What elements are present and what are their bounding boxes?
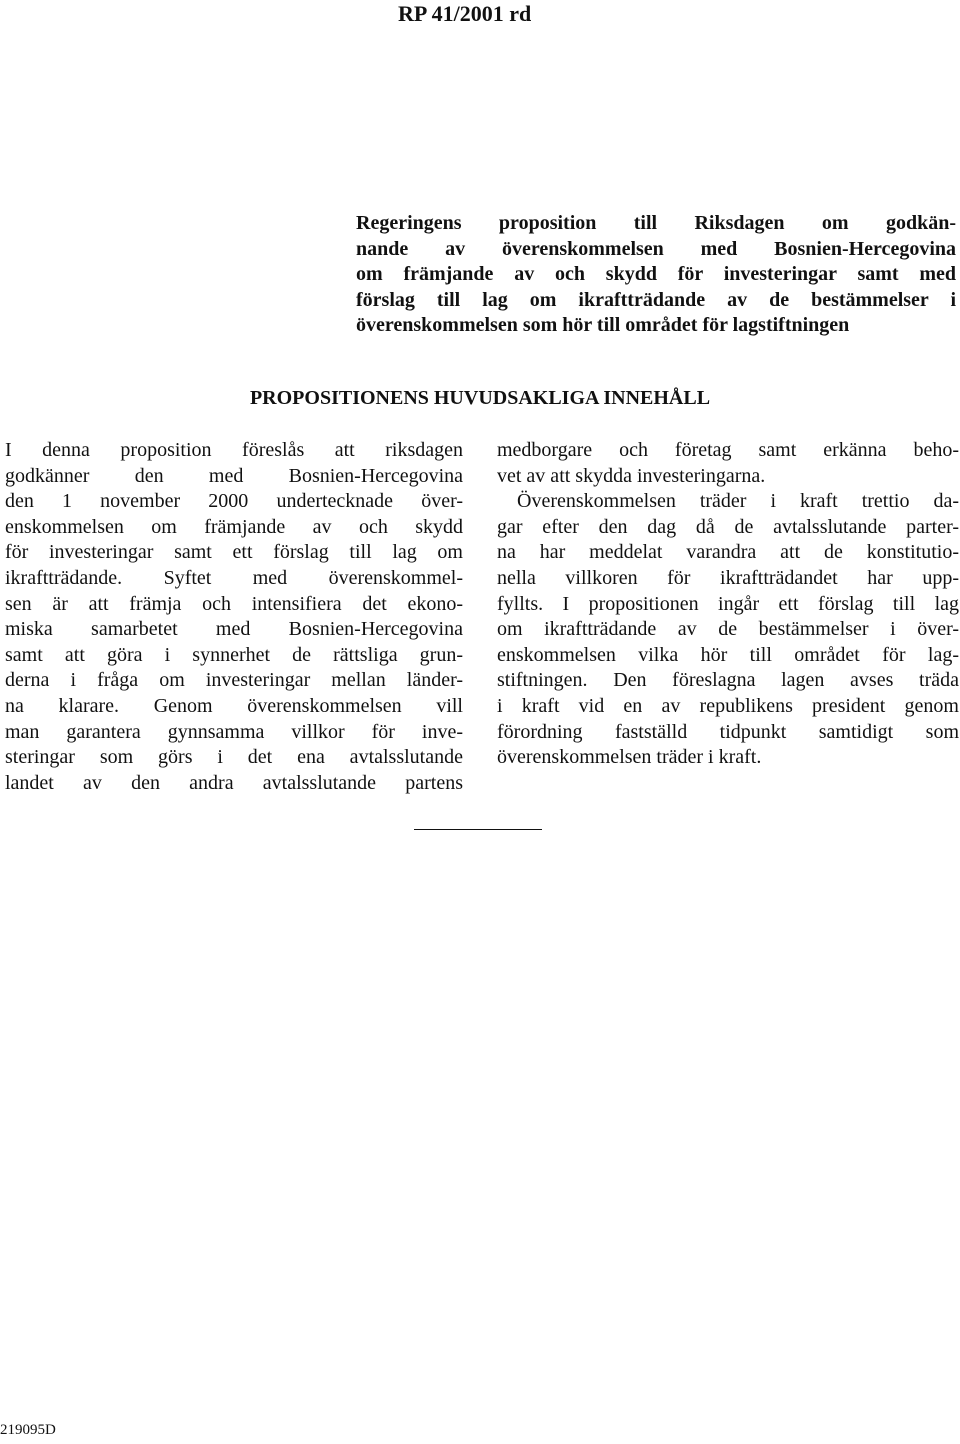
title-line: förslag till lag om ikraftträdande av de bestämmelser i — [356, 288, 956, 311]
title-line: om främjande av och skydd för investeringar samt med — [356, 263, 956, 285]
body-line: för investeringar samt ett förslag till lag om — [5, 541, 463, 564]
body-line: förordning fastställd tidpunkt samtidigt som — [497, 720, 959, 743]
title-line: överenskommelsen som hör till området för lagstiftningen — [356, 314, 850, 336]
document-id: RP 41/2001 rd — [398, 1, 532, 26]
body-line: derna i fråga om investeringar mellan länder- — [5, 669, 463, 692]
body-line: ikraftträdande. Syftet med överenskommel- — [5, 566, 463, 589]
title-line: nande av överenskommelsen med Bosnien-Hercegovina — [356, 237, 956, 260]
body-line: stiftningen. Den föreslagna lagen avses träda — [497, 669, 959, 692]
body-line: I denna proposition föreslås att riksdagen — [5, 439, 463, 461]
end-rule — [414, 829, 542, 830]
body-line: samt att göra i synnerhet de rättsliga grun- — [5, 643, 463, 666]
body-line: na klarare. Genom överenskommelsen vill — [5, 694, 463, 717]
body-line: i kraft vid en av republikens president genom — [497, 694, 959, 717]
body-line: överenskommelsen träder i kraft. — [497, 746, 762, 769]
body-line: landet av den andra avtalsslutande partens — [5, 771, 463, 794]
body-line: Överenskommelsen träder i kraft trettio da- — [517, 490, 959, 513]
body-line: na har meddelat varandra att de konstitutio- — [497, 541, 959, 564]
proposition-title — [356, 211, 956, 339]
body-line: vet av att skydda investeringarna. — [497, 464, 766, 487]
body-line: enskommelsen om främjande av och skydd — [5, 515, 463, 538]
body-line: fyllts. I propositionen ingår ett förslag till lag — [497, 592, 959, 615]
body-line: miska samarbetet med Bosnien-Hercegovina — [5, 618, 463, 641]
body-line: gar efter den dag då de avtalsslutande parter- — [497, 515, 959, 538]
body-column-left — [5, 438, 463, 796]
footer-code: 219095D — [0, 1422, 56, 1438]
body-line: den 1 november 2000 undertecknade över- — [5, 490, 463, 513]
body-line: steringar som görs i det ena avtalsslutande — [5, 746, 463, 769]
body-line: enskommelsen vilka hör till området för lag- — [497, 643, 959, 666]
body-line: nella villkoren för ikraftträdandet har upp- — [497, 566, 959, 589]
body-line: godkänner den med Bosnien-Hercegovina — [5, 464, 463, 487]
body-line: man garantera gynnsamma villkor för inve- — [5, 720, 463, 743]
body-line: om ikraftträdande av de bestämmelser i över- — [497, 618, 959, 641]
body-line: medborgare och företag samt erkänna beho- — [497, 439, 959, 461]
section-heading: PROPOSITIONENS HUVUDSAKLIGA INNEHÅLL — [249, 387, 711, 409]
body-column-right — [497, 438, 959, 771]
title-line: Regeringens proposition till Riksdagen om godkän- — [356, 212, 956, 234]
body-line: sen är att främja och intensifiera det ekono- — [5, 592, 463, 615]
